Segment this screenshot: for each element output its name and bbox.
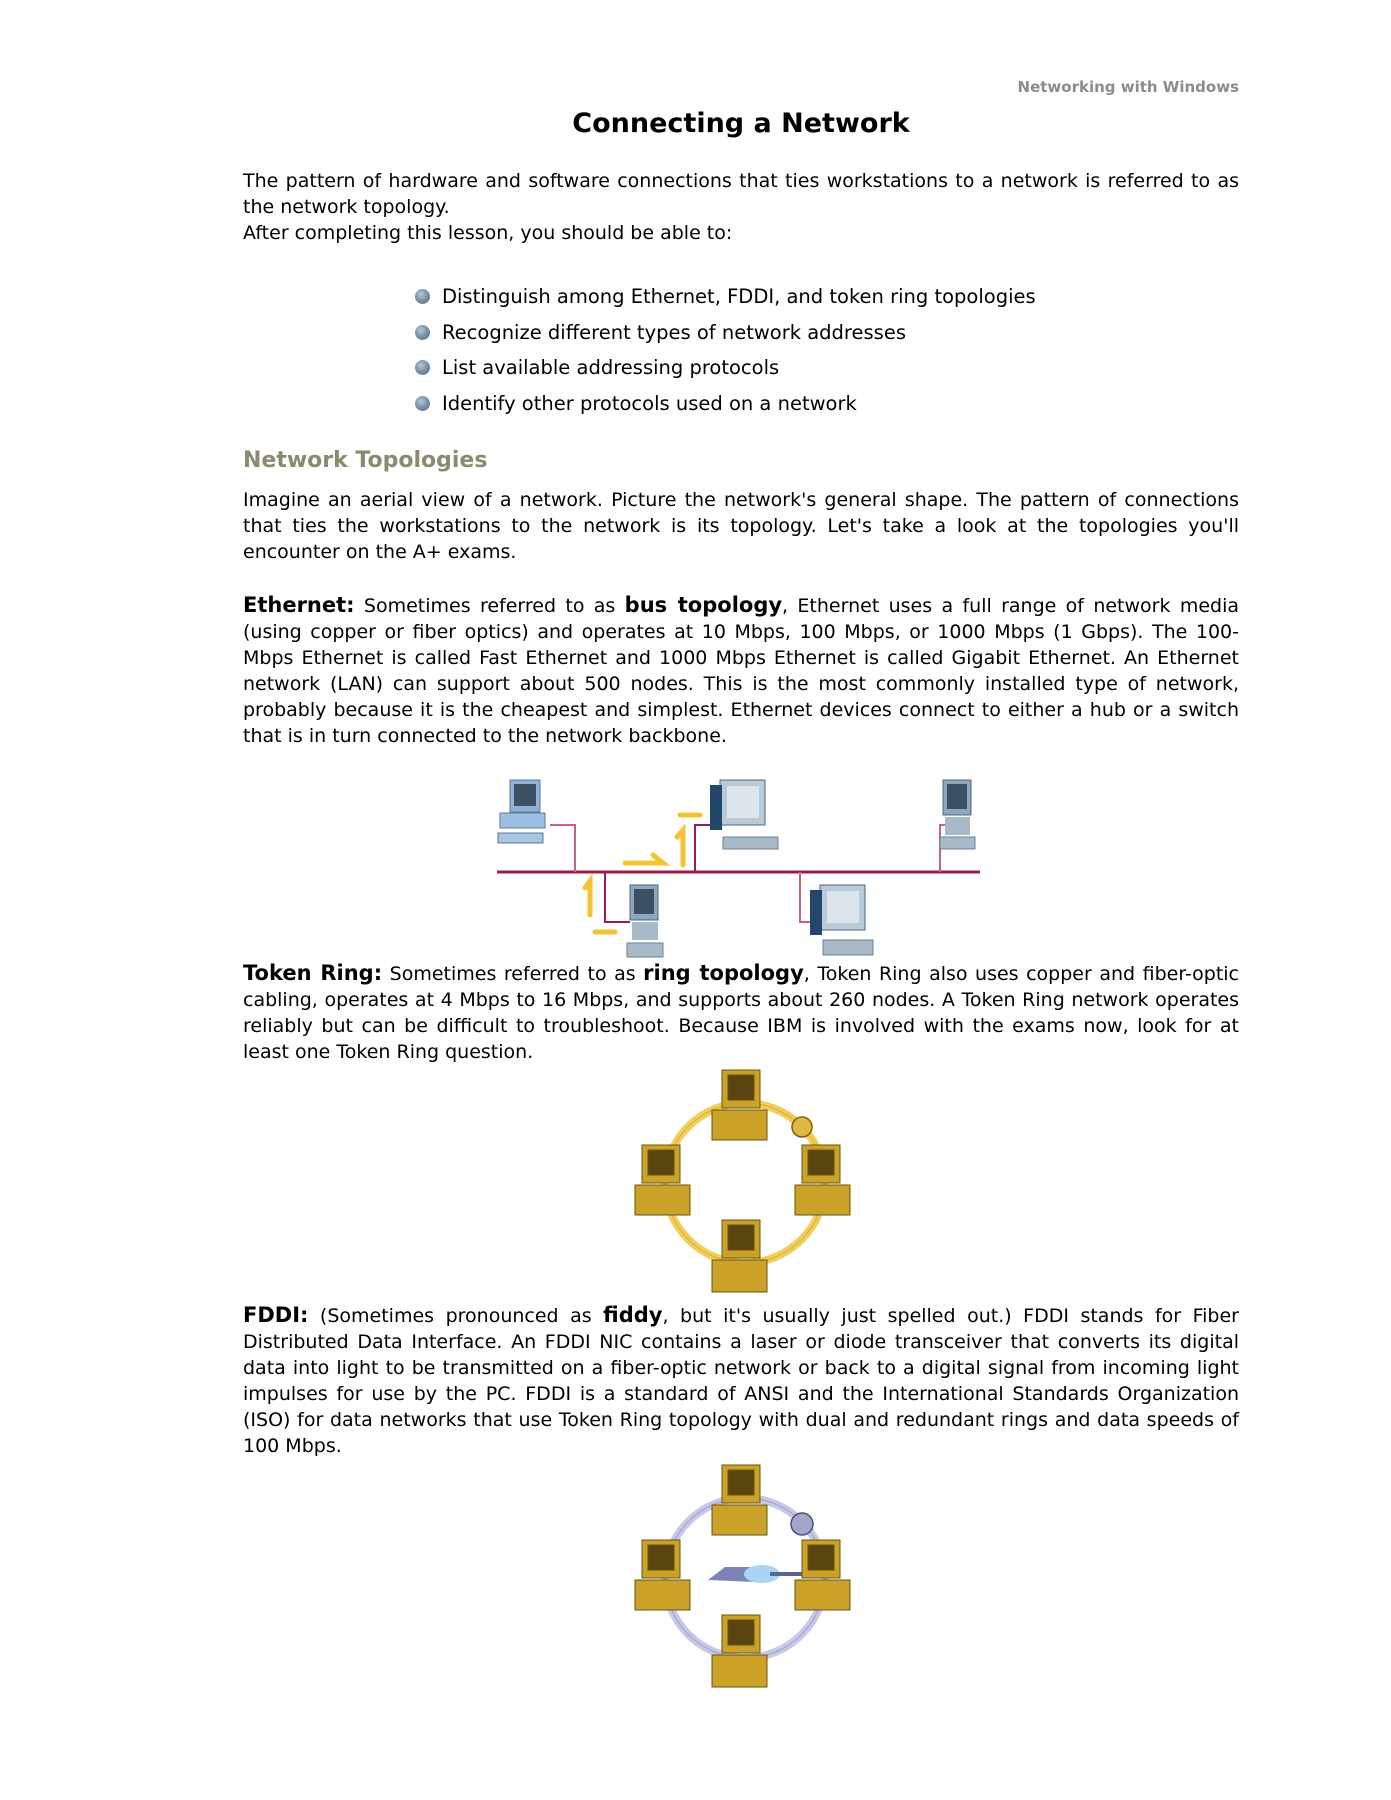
section-heading: Network Topologies <box>243 448 488 473</box>
objectives-list <box>415 279 1036 421</box>
bus-topology-diagram <box>495 775 985 965</box>
fddi-lead: FDDI: <box>243 1303 309 1327</box>
computer-icon <box>940 780 975 849</box>
ethernet-paragraph: Ethernet: Sometimes referred to as bus topology, Ethernet uses a full range of network media (using copper or fiber optics) and operates at 10 Mbps, 100 Mbps, or 1000 Mbps (1 Gbps). The 100-Mbps Ethernet is called Fast Ethernet and 1000 Mbps Ethernet is called Gigabit Ethernet. An Ethernet network (LAN) can support about 500 nodes. This is the most commonly installed type of network, probably because it is the cheapest and simplest. Ethernet devices connect to either a hub or a switch that is in turn connected to the network backbone. <box>243 593 1240 747</box>
list-item: Identify other protocols used on a network <box>415 386 1036 422</box>
intro <box>243 168 1239 246</box>
fiber-cable-icon <box>708 1565 802 1583</box>
ring-topology-diagram <box>630 1065 860 1300</box>
computer-icon <box>627 885 663 957</box>
running-head: Networking with Windows <box>1017 78 1239 96</box>
token-ring-paragraph: Token Ring: Sometimes referred to as ring topology, Token Ring also uses copper and fiber-optic cabling, operates at 4 Mbps to 16 Mbps, and supports about 260 nodes. A Token Ring network operates reliably but can be difficult to troubleshoot. Because IBM is involved with the exams now, look for at least one Token Ring question. <box>243 961 1239 1063</box>
list-item: List available addressing protocols <box>415 350 1036 386</box>
list-item: Distinguish among Ethernet, FDDI, and token ring topologies <box>415 279 1036 315</box>
intro-paragraph: The pattern of hardware and software connections that ties workstations to a network is referred to as the network topology. <box>243 170 1239 218</box>
token-ring-lead: Token Ring: <box>243 961 383 985</box>
fddi-paragraph: FDDI: (Sometimes pronounced as fiddy, but it's usually just spelled out.) FDDI stands for Fiber Distributed Data Interface. An FDDI NIC contains a laser or diode transceiver that converts its digital data into light to be transmitted on a fiber-optic network or back to a digital signal from incoming light impulses for use by the PC. FDDI is a standard of ANSI and the International Standards Organization (ISO) for data networks that use Token Ring topology with dual and redundant rings and data speeds of 100 Mbps. <box>243 1303 1239 1457</box>
fddi-ring-diagram <box>630 1460 860 1695</box>
computer-icon <box>795 1145 850 1215</box>
list-item: Recognize different types of network addresses <box>415 315 1036 351</box>
bullet-icon <box>415 289 430 304</box>
computer-icon <box>795 1540 850 1610</box>
token-icon <box>791 1513 813 1535</box>
bullet-icon <box>415 360 430 375</box>
computer-icon <box>810 885 873 955</box>
ethernet-lead: Ethernet: <box>243 593 355 617</box>
token-icon <box>792 1117 812 1137</box>
computer-icon <box>635 1145 690 1215</box>
page-title: Connecting a Network <box>572 108 910 139</box>
computer-icon <box>498 780 545 843</box>
bullet-icon <box>415 396 430 411</box>
computer-icon <box>635 1540 690 1610</box>
token-ring-term: ring topology <box>643 961 804 985</box>
ethernet-term: bus topology <box>624 593 783 617</box>
fddi-term: fiddy <box>603 1303 663 1327</box>
bullet-icon <box>415 325 430 340</box>
section-intro: Imagine an aerial view of a network. Picture the network's general shape. The pattern of connections that ties the workstations to the network is its topology. Let's take a look at the topologies you'll encounter on the A+ exams. <box>243 489 1239 563</box>
computer-icon <box>710 780 778 849</box>
intro-lead-in: After completing this lesson, you should be able to: <box>243 222 733 244</box>
